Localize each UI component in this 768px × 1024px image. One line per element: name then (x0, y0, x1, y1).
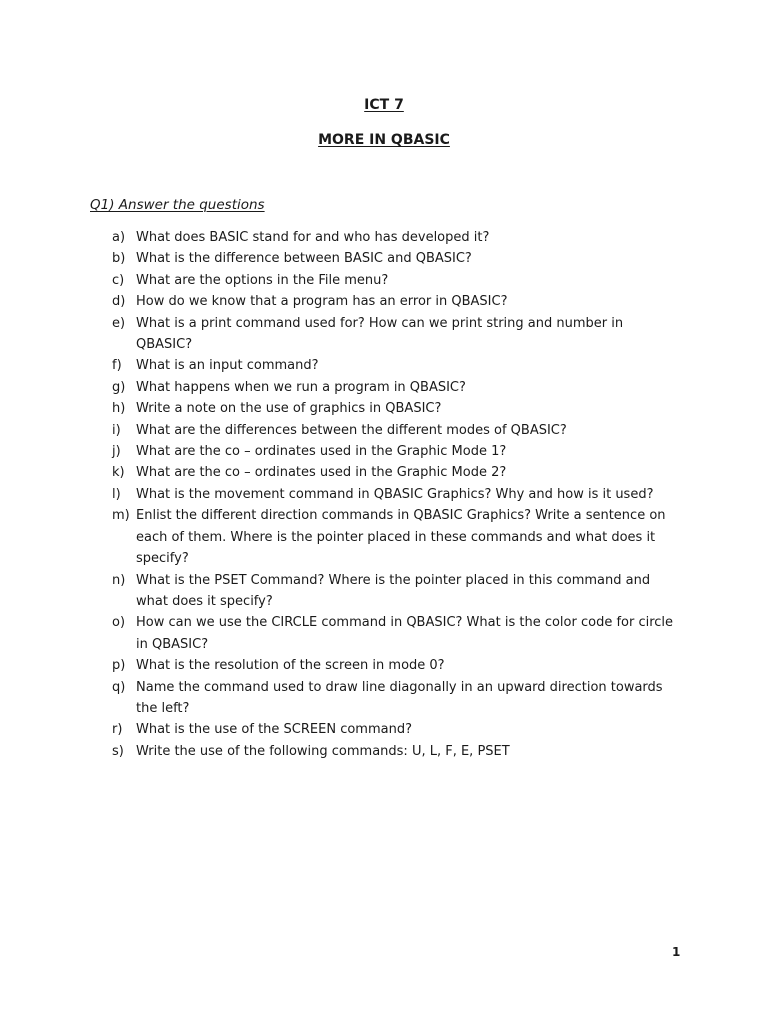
question-letter: i) (112, 422, 121, 438)
question-text: What are the options in the File menu? (136, 272, 389, 288)
question-letter: k) (112, 465, 125, 481)
question-item (112, 677, 682, 720)
question-item (112, 313, 682, 356)
question-text: What is the movement command in QBASIC Graphics? Why and how is it used? (136, 486, 654, 502)
question-item (112, 570, 682, 613)
question-item (112, 227, 682, 248)
question-text: What is the PSET Command? Where is the pointer placed in this command and what does it specify? (136, 572, 651, 609)
question-item (112, 248, 682, 269)
question-text: What is the difference between BASIC and QBASIC? (136, 251, 472, 267)
question-item (112, 741, 682, 762)
question-text: Name the command used to draw line diagonally in an upward direction towards the left? (136, 679, 663, 716)
question-item (112, 612, 682, 655)
question-letter: h) (112, 401, 126, 417)
question-item (112, 270, 682, 291)
question-text: How can we use the CIRCLE command in QBASIC? What is the color code for circle in QBASIC? (136, 615, 674, 652)
question-text: How do we know that a program has an error in QBASIC? (136, 294, 508, 310)
question-text: What are the co – ordinates used in the Graphic Mode 1? (136, 444, 507, 460)
question-letter: g) (112, 379, 126, 395)
question-letter: a) (112, 230, 126, 245)
question-text: What are the differences between the different modes of QBASIC? (136, 422, 567, 438)
question-item (112, 441, 682, 462)
question-letter: o) (112, 615, 126, 631)
question-item (112, 462, 682, 483)
question-letter: m) (112, 508, 130, 524)
document-subtitle: MORE IN QBASIC (318, 132, 450, 148)
question-item (112, 398, 682, 419)
question-text: What is the use of the SCREEN command? (136, 722, 412, 738)
question-letter: r) (112, 722, 123, 738)
question-text: What is an input command? (136, 358, 319, 374)
question-letter: s) (112, 743, 124, 759)
section-heading: Q1) Answer the questions (90, 197, 265, 213)
question-letter: e) (112, 315, 126, 331)
question-item (112, 377, 682, 398)
question-list (112, 227, 682, 762)
question-letter: b) (112, 251, 126, 267)
question-letter: p) (112, 658, 126, 674)
question-text: Enlist the different direction commands in QBASIC Graphics? Write a sentence on each of them. Where is the pointer placed in these commands and what does it specify? (136, 508, 666, 567)
question-item (112, 505, 682, 569)
question-letter: c) (112, 272, 125, 288)
question-text: Write a note on the use of graphics in QBASIC? (136, 401, 442, 417)
question-item (112, 420, 682, 441)
question-text: What is the resolution of the screen in mode 0? (136, 658, 445, 674)
page-number: 1 (672, 945, 681, 959)
question-item (112, 355, 682, 376)
question-item (112, 655, 682, 676)
question-item (112, 719, 682, 740)
question-letter: q) (112, 679, 126, 695)
question-item (112, 291, 682, 312)
question-text: What does BASIC stand for and who has developed it? (136, 230, 490, 245)
question-text: What are the co – ordinates used in the Graphic Mode 2? (136, 465, 507, 481)
question-letter: j) (112, 444, 121, 460)
question-text: What happens when we run a program in QBASIC? (136, 379, 466, 395)
question-letter: n) (112, 572, 126, 588)
document-title: ICT 7 (364, 97, 404, 113)
question-letter: f) (112, 358, 122, 374)
question-item (112, 484, 682, 505)
question-text: Write the use of the following commands: U, L, F, E, PSET (136, 743, 510, 759)
question-letter: d) (112, 294, 126, 310)
question-text: What is a print command used for? How can we print string and number in QBASIC? (136, 315, 624, 353)
question-letter: l) (112, 486, 121, 502)
